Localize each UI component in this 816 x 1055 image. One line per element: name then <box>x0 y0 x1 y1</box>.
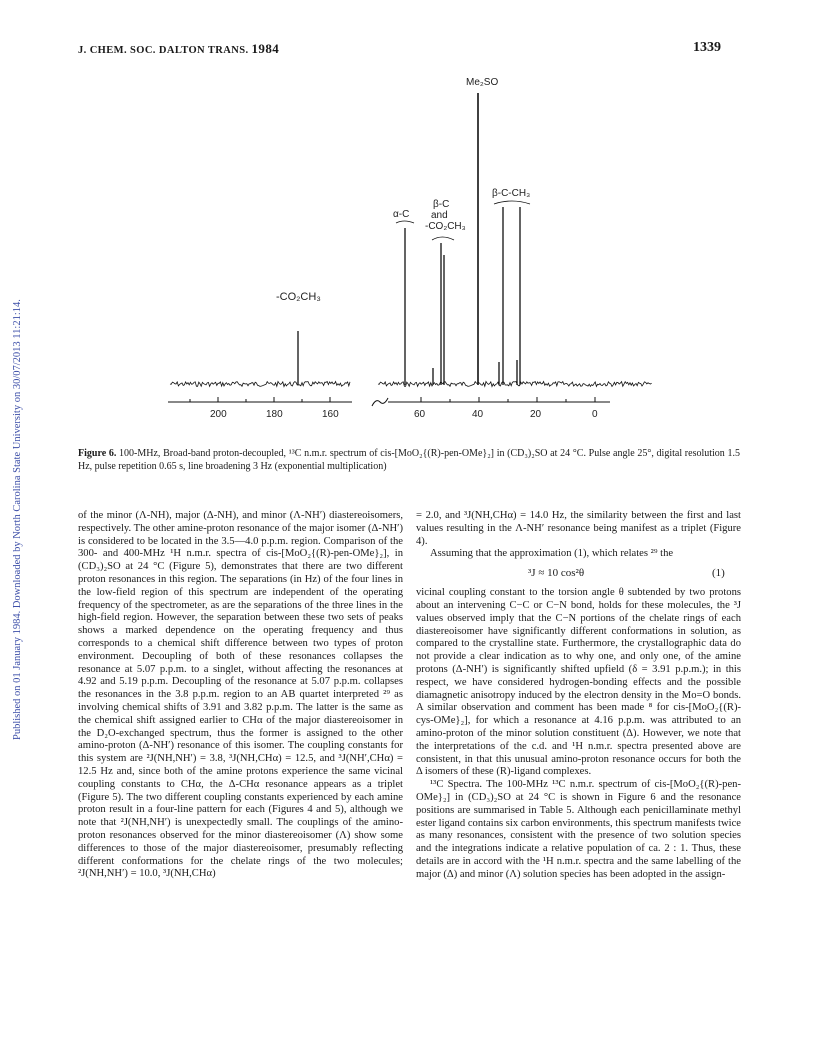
label-beta-c-line1: β-C <box>433 199 450 210</box>
nmr-spectrum-figure <box>0 0 816 440</box>
tick-label: 40 <box>472 409 484 420</box>
page-number: 1339 <box>693 40 721 55</box>
label-me2so: Me₂SO <box>466 77 499 88</box>
label-beta-c-line3: -CO₂CH₃ <box>425 221 466 232</box>
right-column <box>416 510 741 882</box>
tick-label: 60 <box>414 409 426 420</box>
equation-number: (1) <box>712 567 725 580</box>
tick-label: 20 <box>530 409 542 420</box>
label-beta-c-line2: and <box>431 210 448 221</box>
label-alpha-c: α-C <box>393 209 410 220</box>
right-paragraph-2: Assuming that the approximation (1), which relates ²⁹ the <box>430 548 674 560</box>
spectrum-peaks <box>298 93 520 385</box>
caption-text: 100-MHz, Broad-band proton-decoupled, ¹³C n.m.r. spectrum of cis-[MoO₂{(R)-pen-OMe}₂] in (CD₃)₂SO at 24 °C. Pulse angle 25°, digital resolution 1.5 Hz, pulse repetition 0.65 s, line broadening 3 Hz (exponential multiplication) <box>78 448 740 472</box>
left-paragraph: of the minor (Λ-NH), major (Δ-NH), and minor (Λ-NH′) diastereoisomers, respectively. The other amine-proton resonance of the major isomer (Δ-NH′) is considered to be located in the 3.5—4.0 p.p.m. region. Comparison of the 300- and 400-MHz ¹H n.m.r. spectra of cis-[MoO₂{(R)-pen-OMe}₂], in (CD₃)₂SO at 24 °C (Figure 5), demonstrates that there are two different proton resonances in this region. The separations (in Hz) of the four lines in the low-field region of this spectrum are independent of the operating frequency of the spectrometer, as are the separations of the three lines in the high-field region. However, the separation between these two sets of peaks shows a marked dependence on the operating frequency and thus corresponds to a chemical shift difference between two types of proton environment. Decoupling of both of these resonances collapses the resonance at 5.07 p.p.m. to a singlet, without affecting the resonances at 4.92 and 5.19 p.p.m. Decoupling of the resonance at 5.07 p.p.m. collapses the resonances in the 3.8 p.p.m. region to an AB quartet interpreted ²⁹ as involving chemical shifts of 3.91 and 3.82 p.p.m. The latter is the same as the chemical shift assigned earlier to CHα of the major diastereoisomer in the D₂O-exchanged spectrum, thus the former is assigned to the other amino-proton (Δ-NH′) resonance of this isomer. The coupling constants for this system are ²J(NH,NH′) = 3.8, ³J(NH,CHα) = 12.5, and ³J(NH′,CHα) = 12.5 Hz and, since both of the amine protons experience the same vicinal coupling constants to CHα, the Δ-CHα resonance appears as a triplet (Figure 5). The two different coupling constants experienced by each amine proton result in a four-line pattern for each (Figures 4 and 5), although we note that ²J(NH,NH′) is unexpectedly small. The couplings of the amino-proton resonances observed for the minor diastereoisomer (Λ) show some differences to those of the major diastereoisomer, presumably reflecting different conformations for the chelate rings of the two molecules; ²J(NH,NH′) = 10.0, ³J(NH,CHα) <box>78 510 403 880</box>
equation: ³J ≈ 10 cos²θ <box>528 567 585 580</box>
caption-label: Figure 6. <box>78 448 117 459</box>
download-note: Published on 01 January 1984. Downloaded by North Carolina State University on 30/07/2013 11:21:14. <box>12 299 23 740</box>
equation-block <box>416 561 741 587</box>
label-ester-co2ch3: -CO₂CH₃ <box>276 291 321 303</box>
left-column <box>78 510 403 881</box>
baseline-noise <box>170 382 652 387</box>
right-paragraph-3: vicinal coupling constant to the torsion angle θ subtended by two protons about an intervening C−C or C−N bond, holds for these molecules, the ³J values observed imply that the C−N portions of the chelate rings of each diastereoisomer have significantly different conformations in solution, as compared to the crystalline state. Furthermore, the crystallographic data do not provide a clear indication as to why one, and only one, of the amine protons (Δ-NH′) is significantly shifted upfield (δ = 3.91 p.p.m.); in this respect, we have considered hydrogen-bonding effects and the possible diamagnetic anisotropy induced by the electron density in the Mo=O bonds. A similar observation and comment has been made ⁸ for cis-[MoO₂{(R)-cys-OMe}₂], for which a resonance at 4.16 p.p.m. was attributed to an amino-proton of the minor solution constituent (Δ). However, we note that the interpretations of the c.d. and ¹H n.m.r. spectra presented above are consistent, in that this unusual amino-proton resonance occurs for both the Δ isomers of these (R)-ligand complexes. <box>416 587 741 778</box>
ppm-axis <box>168 397 610 406</box>
tick-label: 0 <box>592 409 598 420</box>
tick-label: 200 <box>210 409 227 420</box>
tick-label: 160 <box>322 409 339 420</box>
journal-name: J. CHEM. SOC. DALTON TRANS. <box>78 45 249 56</box>
tick-label: 180 <box>266 409 283 420</box>
right-paragraph-1: = 2.0, and ³J(NH,CHα) = 14.0 Hz, the similarity between the first and last values resulting in the Λ-NH′ resonance being manifest as a triplet (Figure 4). <box>416 510 741 547</box>
label-beta-c-ch3: β-C-CH₃ <box>492 188 531 199</box>
journal-year: 1984 <box>251 41 280 56</box>
right-paragraph-4: ¹³C Spectra. The 100-MHz ¹³C n.m.r. spectrum of cis-[MoO₂{(R)-pen-OMe}₂] in (CD₃)₂SO at 24 °C is shown in Figure 6 and the resonance positions are summarised in Table 5. Although each penicillaminate methyl ester ligand contains six carbon environments, this spectrum manifests twice as many resonances, consistent with the presence of two solution species and the integrations indicate a relative population of ca. 2 : 1. Thus, these details are in accord with the ¹H n.m.r. spectra and the same labelling of the major (Δ) and minor (Λ) solution species has been adopted in the assign- <box>416 779 741 880</box>
figure-caption <box>78 448 740 473</box>
